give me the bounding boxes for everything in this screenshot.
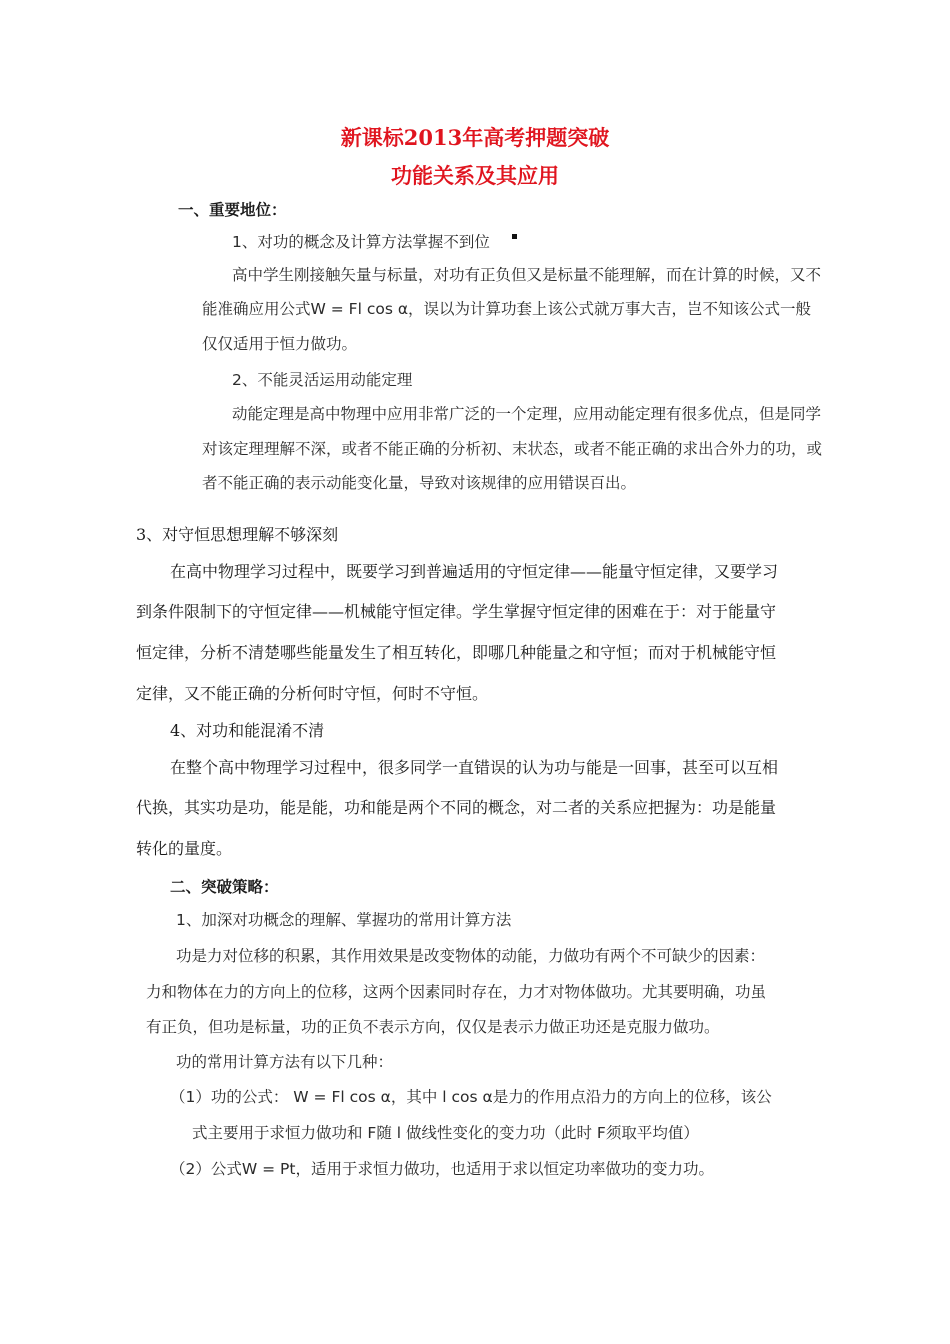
paragraph-line: 仅仅适用于恒力做功。 <box>202 335 358 353</box>
paragraph-line: 力和物体在力的方向上的位移，这两个因素同时存在，力才对物体做功。尤其要明确，功虽 <box>146 983 767 1001</box>
paragraph-line: 代换，其实功是功，能是能，功和能是两个不同的概念，对二者的关系应把握为：功是能量 <box>136 798 777 817</box>
item-heading: 2、不能灵活运用动能定理 <box>232 371 413 389</box>
document-subtitle: 功能关系及其应用 <box>391 163 559 188</box>
section-heading-strategy: 二、突破策略： <box>170 878 279 896</box>
method-line: （1）功的公式： W = Fl cos α，其中 l cos α是力的作用点沿力的方向上的位移，该公 <box>170 1088 772 1106</box>
paragraph-line: 高中学生刚接触矢量与标量，对功有正负但又是标量不能理解，而在计算的时候，又不 <box>232 266 822 284</box>
paragraph-line: 在高中物理学习过程中，既要学习到普遍适用的守恒定律——能量守恒定律，又要学习 <box>170 562 779 581</box>
item-heading: 3、对守恒思想理解不够深刻 <box>136 525 339 544</box>
paragraph-line: 动能定理是高中物理中应用非常广泛的一个定理，应用动能定理有很多优点，但是同学 <box>232 405 822 423</box>
item-heading: 1、对功的概念及计算方法掌握不到位 <box>232 233 490 251</box>
document-title: 新课标2013年高考押题突破 <box>340 125 610 150</box>
paragraph-line: 到条件限制下的守恒定律——机械能守恒定律。学生掌握守恒定律的困难在于：对于能量守 <box>136 602 777 621</box>
paragraph-line: 对该定理理解不深，或者不能正确的分析初、末状态，或者不能正确的求出合外力的功，或 <box>202 440 823 458</box>
paragraph-line: 能准确应用公式W = Fl cos α，误以为计算功套上该公式就万事大吉，岂不知该公式一般 <box>202 300 812 318</box>
paragraph-line: 有正负，但功是标量，功的正负不表示方向，仅仅是表示力做正功还是克服力做功。 <box>146 1018 720 1036</box>
paragraph-line: 功是力对位移的积累，其作用效果是改变物体的动能，力做功有两个不可缺少的因素： <box>176 947 766 965</box>
method-line: （2）公式W = Pt，适用于求恒力做功，也适用于求以恒定功率做功的变力功。 <box>170 1160 714 1178</box>
paragraph-line: 恒定律，分析不清楚哪些能量发生了相互转化，即哪几种能量之和守恒；而对于机械能守恒 <box>136 643 777 662</box>
section-heading-importance: 一、重要地位： <box>178 201 287 219</box>
item-heading: 1、加深对功概念的理解、掌握功的常用计算方法 <box>176 911 512 929</box>
paragraph-line: 者不能正确的表示动能变化量，导致对该规律的应用错误百出。 <box>202 474 637 492</box>
paragraph-line: 在整个高中物理学习过程中，很多同学一直错误的认为功与能是一回事，甚至可以互相 <box>170 758 779 777</box>
scan-mark <box>512 234 517 239</box>
paragraph-line: 功的常用计算方法有以下几种： <box>176 1053 394 1071</box>
item-heading: 4、对功和能混淆不清 <box>170 721 325 740</box>
paragraph-line: 转化的量度。 <box>136 839 233 858</box>
paragraph-line: 定律，又不能正确的分析何时守恒，何时不守恒。 <box>136 684 489 703</box>
method-line: 式主要用于求恒力做功和 F随 l 做线性变化的变力功（此时 F须取平均值） <box>192 1124 699 1142</box>
